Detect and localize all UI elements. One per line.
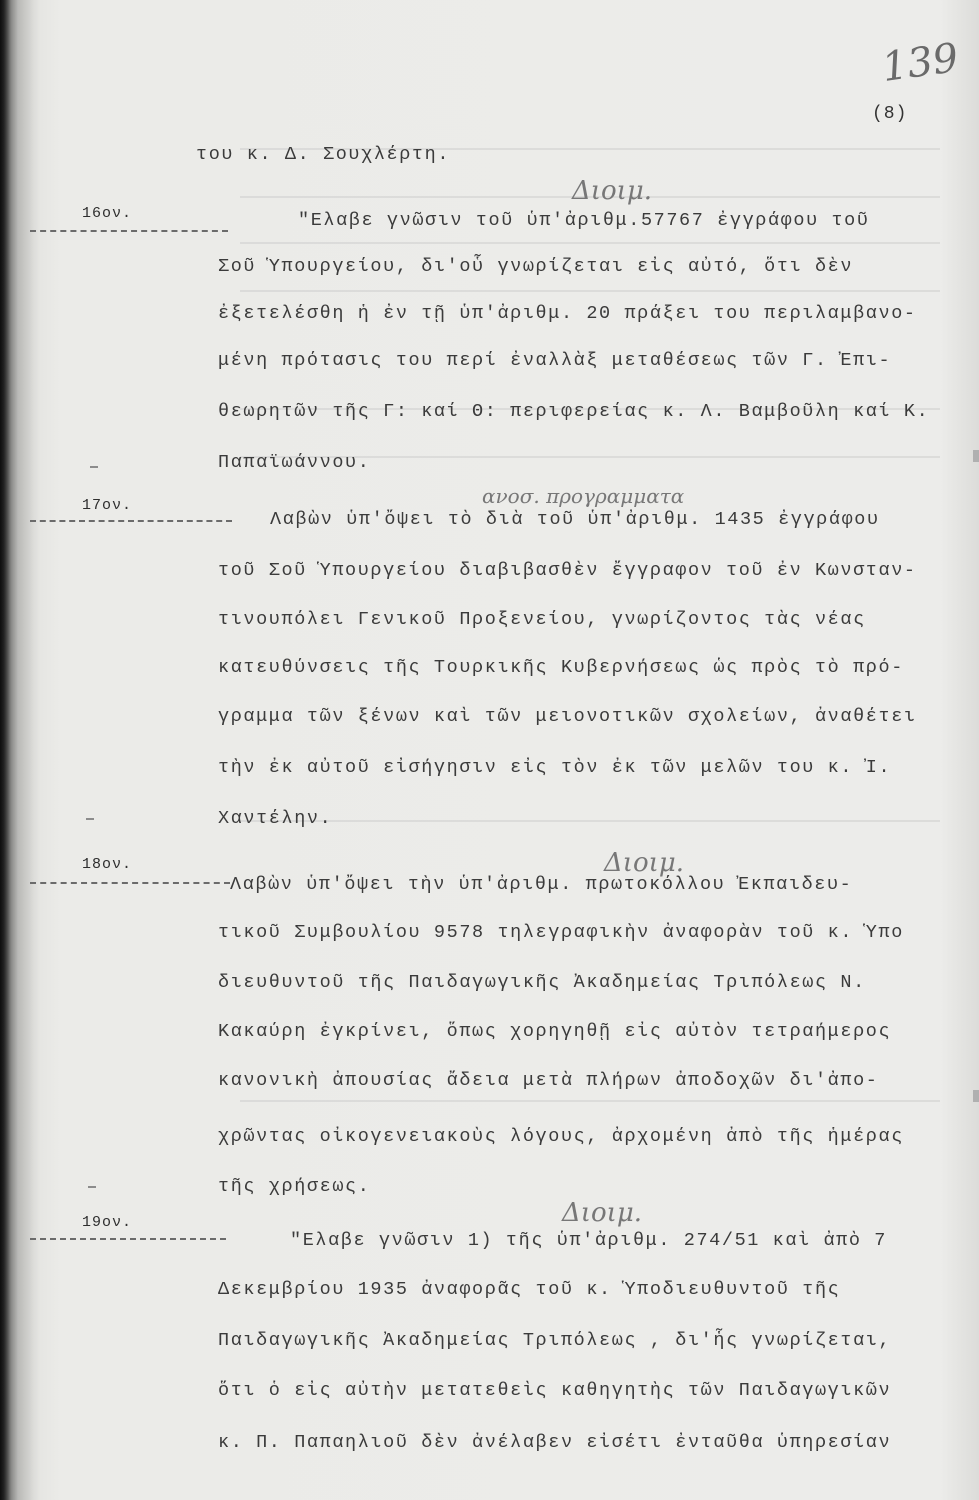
handwritten-annotation: Διοιμ. xyxy=(604,848,684,878)
item-rule xyxy=(30,230,228,232)
typed-page-label: (8) xyxy=(872,104,908,124)
item-rule xyxy=(30,1238,226,1240)
margin-mark xyxy=(90,466,98,468)
text-line: διευθυντοῦ τῆς Παιδαγωγικῆς Ἀκαδημείας Τριπόλεως Ν. xyxy=(218,972,866,993)
text-line: μένη πρότασις του περί ἐναλλὰξ μεταθέσεως τῶν Γ. Ἐπι- xyxy=(218,350,892,371)
margin-mark xyxy=(88,1186,96,1188)
handwritten-annotation: ανοσ. προγραμματα xyxy=(482,484,685,508)
bleed-through xyxy=(240,1100,940,1102)
text-line: "Ελαβε γνῶσιν τοῦ ὑπ'ἀριθμ.57767 ἐγγράφου τοῦ xyxy=(298,210,870,231)
scan-mark xyxy=(973,1090,979,1102)
text-line: Παπαϊωάννου. xyxy=(218,452,371,473)
text-line: θεωρητῶν τῆς Γ: καί Θ: περιφερείας κ. Λ. Βαμβοῦλη καί Κ. xyxy=(218,401,930,422)
item-rule xyxy=(30,882,230,884)
item-marker: 17ον. xyxy=(82,497,133,514)
text-line: τοῦ Σοῦ Ὑπουργείου διαβιβασθὲν ἔγγραφον τοῦ ἐν Κωνσταν- xyxy=(218,560,917,581)
item-marker: 19ον. xyxy=(82,1214,133,1231)
bleed-through xyxy=(240,820,940,822)
handwritten-annotation: Διοιμ. xyxy=(562,1198,642,1228)
handwritten-annotation: Διοιμ. xyxy=(572,176,652,206)
bleed-through xyxy=(240,290,940,292)
text-line: τικοῦ Συμβουλίου 9578 τηλεγραφικὴν ἀναφορὰν τοῦ κ. Ὑπο xyxy=(218,922,904,943)
text-line: Κακαύρη ἐγκρίνει, ὅπως χορηγηθῇ εἰς αὐτὸν τετραήμερος xyxy=(218,1021,892,1042)
text-line: Σοῦ Ὑπουργείου, δι'οὗ γνωρίζεται εἰς αὐτό, ὅτι δὲν xyxy=(218,256,854,277)
scan-mark xyxy=(973,450,979,462)
item-rule xyxy=(30,520,232,522)
text-line: ἐξετελέσθη ἡ ἐν τῇ ὑπ'ἀριθμ. 20 πράξει του περιλαμβανο- xyxy=(218,303,917,324)
text-line: τινουπόλει Γενικοῦ Προξενείου, γνωρίζοντος τὰς νέας xyxy=(218,609,866,630)
text-line: Λαβὼν ὑπ'ὄψει τὴν ὑπ'ἀριθμ. πρωτοκόλλου Ἐκπαιδευ- xyxy=(230,874,853,895)
margin-mark xyxy=(86,818,94,820)
text-line: κ. Π. Παπαηλιοῦ δὲν ἀνέλαβεν εἰσέτι ἐνταῦθα ὑπηρεσίαν xyxy=(218,1432,892,1453)
text-line: γραμμα τῶν ξένων καὶ τῶν μειονοτικῶν σχολείων, ἀναθέτει xyxy=(218,706,917,727)
text-line: Χαντέλην. xyxy=(218,808,333,829)
text-line: Παιδαγωγικῆς Ἀκαδημείας Τριπόλεως , δι'ἧς γνωρίζεται, xyxy=(218,1330,892,1351)
text-line: ὅτι ὁ εἰς αὐτὴν μετατεθεὶς καθηγητὴς τῶν Παιδαγωγικῶν xyxy=(218,1380,892,1401)
text-line: του κ. Δ. Σουχλέρτη. xyxy=(196,144,451,165)
text-line: κατευθύνσεις τῆς Τουρκικῆς Κυβερνήσεως ὡς πρὸς τὸ πρό- xyxy=(218,657,904,678)
text-line: κανονικὴ ἀπουσίας ἄδεια μετὰ πλήρων ἀποδοχῶν δι'ἀπο- xyxy=(218,1070,879,1091)
text-line: Λαβὼν ὑπ'ὄψει τὸ διὰ τοῦ ὑπ'ἀριθμ. 1435 ἐγγράφου xyxy=(270,509,880,530)
binding-shadow xyxy=(0,0,40,1500)
item-marker: 16ον. xyxy=(82,205,133,222)
text-line: τὴν ἐκ αὐτοῦ εἰσήγησιν εἰς τὸν ἐκ τῶν μελῶν του κ. Ἰ. xyxy=(218,757,892,778)
text-line: χρῶντας οἰκογενειακοὺς λόγους, ἀρχομένη ἀπὸ τῆς ἡμέρας xyxy=(218,1126,904,1147)
text-line: Δεκεμβρίου 1935 ἀναφορᾶς τοῦ κ. Ὑποδιευθυντοῦ τῆς xyxy=(218,1279,841,1300)
handwritten-page-number: 139 xyxy=(879,34,962,92)
text-line: τῆς χρήσεως. xyxy=(218,1176,371,1197)
text-line: "Ελαβε γνῶσιν 1) τῆς ὑπ'ἀριθμ. 274/51 καὶ ἀπὸ 7 xyxy=(290,1230,887,1251)
item-marker: 18ον. xyxy=(82,856,133,873)
bleed-through xyxy=(240,242,940,244)
